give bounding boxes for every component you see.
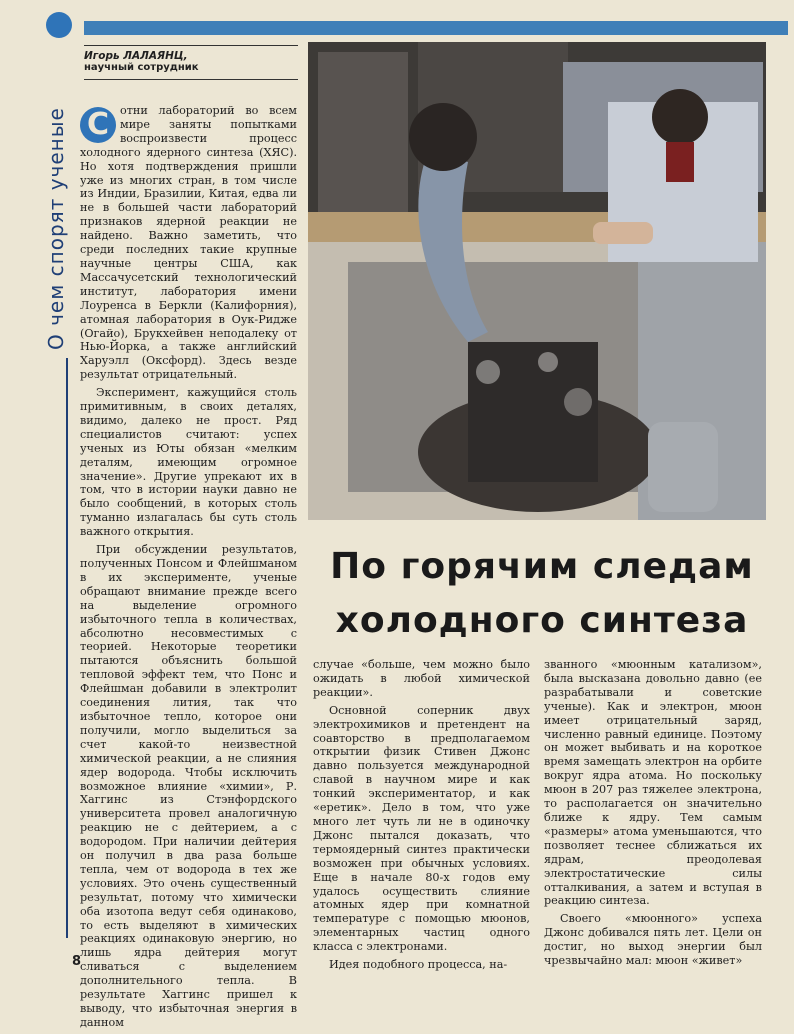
- rubric-rule: [66, 358, 68, 938]
- text-column-2: [313, 658, 530, 976]
- lab-photo: [308, 42, 766, 520]
- paragraph: отни лабораторий во всем мире заняты попытками воспроизвести процесс холодного ядерного синтеза (ХЯС). Но хотя подтверждения пришли уже из многих стран, в том числе из Индии, Бразилии, Китая, едва ли не в большей части лабораторий признаков ядерной реакции не найдено. Важно заметить, что среди последних такие крупные научные центры США, как Массачусетский технологический институт, лаборатория имени Лоуренса в Беркли (Калифорния), атомная лаборатория в Оук-Ридже (Огайо), Брукхейвен неподалеку от Нью-Йорка, а также английский Харуэлл (Оксфорд). Здесь везде результат отрицательный.: [80, 104, 297, 382]
- decorative-blue-dot: [46, 12, 72, 38]
- paragraph: званного «мюонным катализом», была высказана довольно давно (ее разрабатывали и советские ученые). Как и электрон, мюон имеет отрицательный заряд, численно равный единице. Поэтому он может выбивать и на короткое время замещать электрон на орбите вокруг ядра атома. Но поскольку мюон в 207 раз тяжелее электрона, то располагается он значительно ближе к ядру. Тем самым «размеры» атома уменьшаются, что позволяет теснее сближаться их ядрам, преодолевая электростатические силы отталкивания, а затем и вступая в реакцию синтеза.: [544, 658, 762, 908]
- section-rubric: О чем спорят ученые: [44, 107, 68, 350]
- headline-line-2: холодного синтеза: [335, 600, 749, 641]
- paragraph: Идея подобного процесса, на-: [329, 958, 508, 972]
- top-blue-rule: [84, 21, 788, 35]
- headline-line-1: По горячим следам: [330, 546, 754, 587]
- paragraph: Основной соперник двух электрохимиков и претендент на соавторство в предполагаемом открытии физик Стивен Джонс давно пользуется международной славой в научном мире и как тонкий экспериментатор, и как «еретик». Дело в том, что уже много лет чуть ли не в одиночку Джонс пытался доказать, что термоядерный синтез практически возможен при обычных условиях. Еще в начале 80-х годов ему удалось осуществить слияние атомных ядер при комнатной температуре с помощью мюонов, элементарных частиц одного класса с электронами.: [313, 703, 530, 954]
- text-column-1: [80, 104, 297, 1034]
- paragraph: Своего «мюонного» успеха Джонс добивался пять лет. Цели он достиг, но выход энергии был чрезвычайно мал: мюон «живет»: [544, 912, 762, 968]
- paragraph: При обсуждении результатов, полученных Понсом и Флейшманом в их эксперименте, ученые обращают внимание прежде всего на выделение огромного избыточного тепла в количествах, абсолютно несовместимых с теорией. Некоторые теоретики пытаются объяснить большой тепловой эффект тем, что Понс и Флейшман добавили в электролит соединения лития, так что избыточное тепло, которое они получили, могло выделиться за счет какой-то неизвестной химической реакции, а не слияния ядер водорода. Чтобы исключить возможное влияние «химии», Р. Хаггинс из Стэнфордского университета провел аналогичную реакцию не с дейтерием, а с водородом. При наличии дейтерия он получил в два раза больше тепла, чем от водорода в тех же условиях. Это очень существенный результат, потому что химически оба изотопа ведут себя одинаково, то есть выделяют в химических реакциях одинаковую энергию, но лишь ядра дейтерия могут сливаться с выделением дополнительного тепла. В результате Хаггинс пришел к выводу, что избыточная энергия в данном: [80, 543, 297, 1029]
- text-column-3: [544, 658, 762, 972]
- lab-photo-illustration: [308, 42, 766, 520]
- paragraph: случае «больше, чем можно было ожидать в любой химической реакции».: [313, 658, 530, 699]
- drop-cap: С: [80, 107, 116, 143]
- page-number: 8: [72, 954, 82, 969]
- author-name: Игорь ЛАЛАЯНЦ,: [84, 50, 188, 62]
- paragraph: Эксперимент, кажущийся столь примитивным, в своих деталях, видимо, далеко не прост. Ряд специалистов считают: успех ученых из Юты обязан «мелким деталям, имеющим огромное значение». Другие упрекают их в том, что в истории науки давно не было сообщений, в которых столь туманно излагалась бы суть столь важного открытия.: [80, 386, 297, 539]
- article-headline: [312, 540, 772, 648]
- author-block: [84, 45, 298, 80]
- author-role: научный сотрудник: [84, 62, 199, 73]
